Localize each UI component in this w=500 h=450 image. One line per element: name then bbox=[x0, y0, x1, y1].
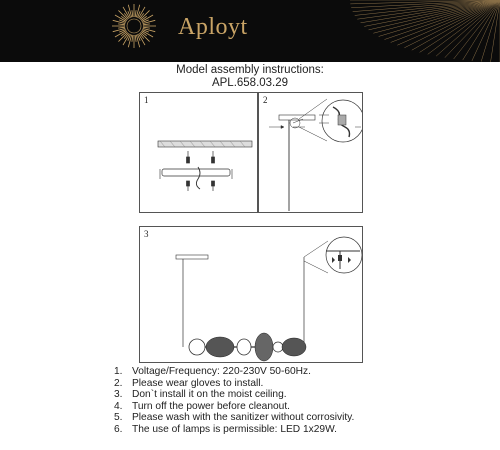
step-number: 2 bbox=[263, 95, 268, 105]
list-item: 5. Please wash with the sanitizer without corrosivity. bbox=[114, 412, 355, 423]
list-item: 3. Don`t install it on the moist ceiling. bbox=[114, 389, 287, 400]
instruction-notes bbox=[114, 366, 354, 435]
list-item: 4. Turn off the power before cleanout. bbox=[114, 400, 291, 412]
ceiling-mount-diagram bbox=[140, 93, 257, 212]
model-number: APL.658.03.29 bbox=[211, 77, 289, 89]
sunburst-logo-icon bbox=[0, 0, 500, 62]
step-3-panel bbox=[139, 226, 363, 363]
step-number: 1 bbox=[144, 95, 149, 105]
step-number: 3 bbox=[144, 229, 149, 239]
list-item: 6. The use of lamps is permissible: LED 1x29W. bbox=[114, 423, 337, 435]
brand-banner bbox=[0, 0, 500, 62]
list-item: 1. Voltage/Frequency: 220-230V 50-60Hz. bbox=[114, 366, 311, 377]
pendant-lamp-diagram bbox=[140, 227, 362, 362]
step-2-panel bbox=[258, 92, 363, 213]
step-1-panel bbox=[139, 92, 258, 213]
instructions-title: Model assembly instructions: bbox=[176, 64, 324, 76]
brand-name: Aployt bbox=[178, 14, 248, 40]
wire-connection-detail bbox=[259, 93, 362, 212]
list-item: 2. Please wear gloves to install. bbox=[114, 377, 264, 389]
